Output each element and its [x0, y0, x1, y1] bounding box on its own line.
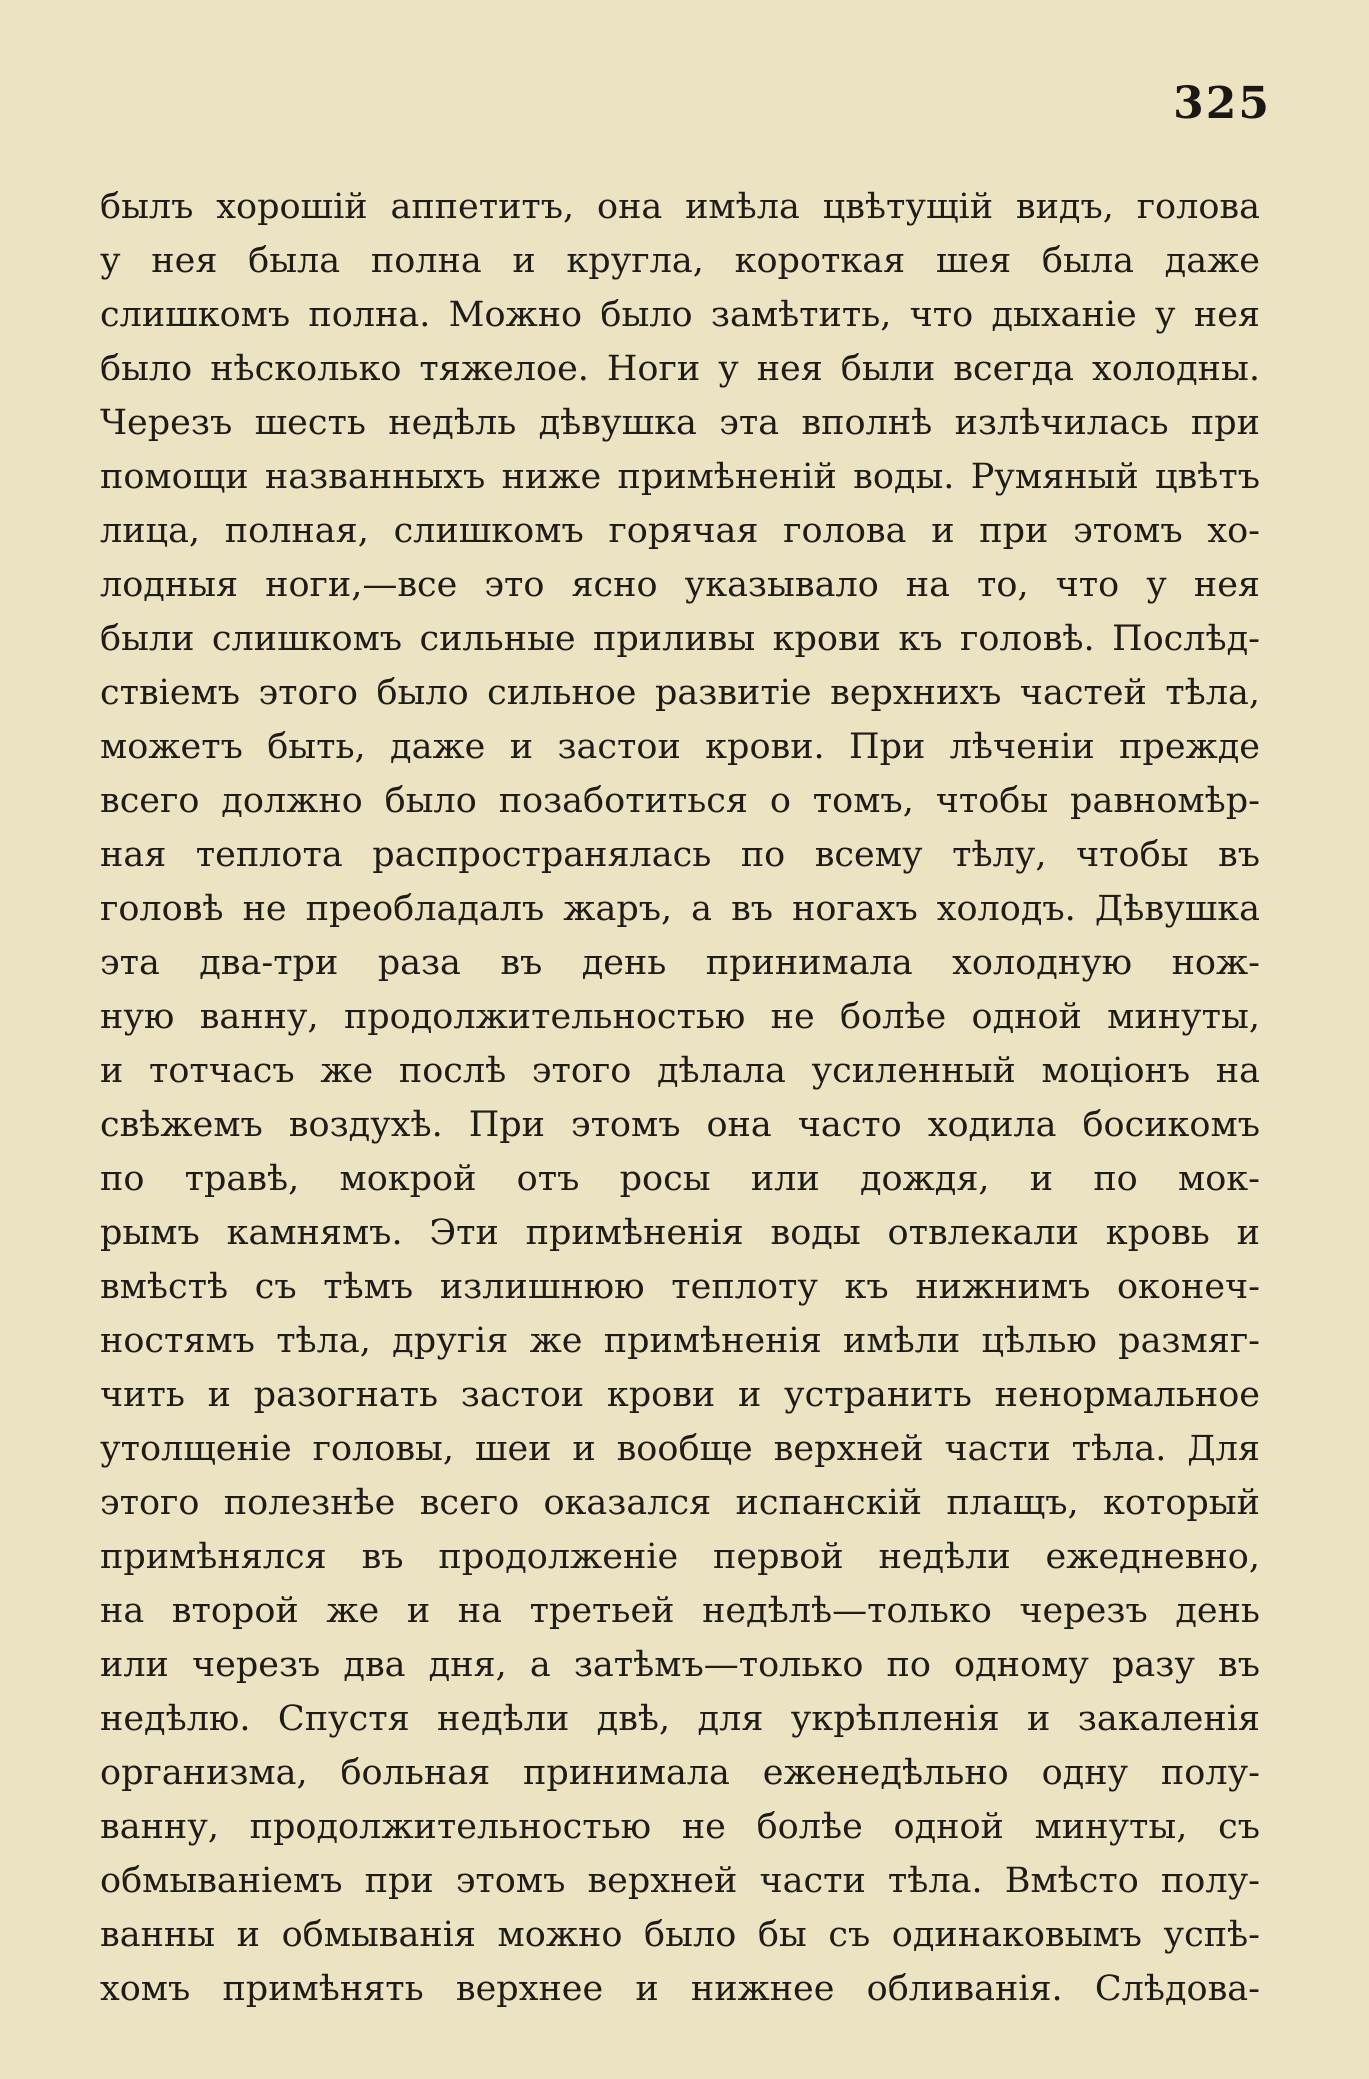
text-line: можетъ быть, даже и застои крови. При лѣченіи прежде	[100, 727, 1260, 767]
text-line: лодныя ноги,—все это ясно указывало на то, что у нея	[100, 565, 1260, 605]
text-line: по травѣ, мокрой отъ росы или дождя, и по мок-	[100, 1159, 1260, 1199]
text-line: ствіемъ этого было сильное развитіе верхнихъ частей тѣла,	[100, 673, 1260, 713]
text-line: ностямъ тѣла, другія же примѣненія имѣли цѣлью размяг-	[100, 1321, 1260, 1361]
text-line: или черезъ два дня, а затѣмъ—только по одному разу въ	[100, 1645, 1260, 1685]
text-line: ванну, продолжительностью не болѣе одной минуты, съ	[100, 1807, 1260, 1847]
text-line: эта два-три раза въ день принимала холодную нож-	[100, 943, 1260, 983]
text-line: слишкомъ полна. Можно было замѣтить, что дыханіе у нея	[100, 295, 1260, 335]
text-line: лица, полная, слишкомъ горячая голова и при этомъ хо-	[100, 511, 1260, 551]
body-text	[100, 180, 1260, 2016]
text-line: примѣнялся въ продолженіе первой недѣли ежедневно,	[100, 1537, 1260, 1577]
text-line: было нѣсколько тяжелое. Ноги у нея были всегда холодны.	[100, 349, 1260, 389]
text-line: головѣ не преобладалъ жаръ, а въ ногахъ холодъ. Дѣвушка	[100, 889, 1260, 929]
text-line: былъ хорошій аппетитъ, она имѣла цвѣтущій видъ, голова	[100, 187, 1260, 227]
text-line: ванны и обмыванія можно было бы съ одинаковымъ успѣ-	[100, 1915, 1260, 1955]
text-line: свѣжемъ воздухѣ. При этомъ она часто ходила босикомъ	[100, 1105, 1260, 1145]
page-number: 325	[1173, 78, 1271, 129]
text-line: на второй же и на третьей недѣлѣ—только черезъ день	[100, 1591, 1260, 1631]
text-line: чить и разогнать застои крови и устранить ненормальное	[100, 1375, 1260, 1415]
text-line: ную ванну, продолжительностью не болѣе одной минуты,	[100, 997, 1260, 1037]
text-line: утолщеніе головы, шеи и вообще верхней части тѣла. Для	[100, 1429, 1260, 1469]
text-line: вмѣстѣ съ тѣмъ излишнюю теплоту къ нижнимъ оконеч-	[100, 1267, 1260, 1307]
text-line: рымъ камнямъ. Эти примѣненія воды отвлекали кровь и	[100, 1213, 1260, 1253]
text-line: были слишкомъ сильные приливы крови къ головѣ. Послѣд-	[100, 619, 1260, 659]
text-line: помощи названныхъ ниже примѣненій воды. Румяный цвѣтъ	[100, 457, 1260, 497]
text-line: организма, больная принимала еженедѣльно одну полу-	[100, 1753, 1260, 1793]
text-line: хомъ примѣнять верхнее и нижнее обливанія. Слѣдова-	[100, 1969, 1260, 2009]
text-line: недѣлю. Спустя недѣли двѣ, для укрѣпленія и закаленія	[100, 1699, 1260, 1739]
text-line: обмываніемъ при этомъ верхней части тѣла. Вмѣсто полу-	[100, 1861, 1260, 1901]
text-line: этого полезнѣе всего оказался испанскій плащъ, который	[100, 1483, 1260, 1523]
text-line: всего должно было позаботиться о томъ, чтобы равномѣр-	[100, 781, 1260, 821]
text-line: Черезъ шесть недѣль дѣвушка эта вполнѣ излѣчилась при	[100, 403, 1260, 443]
text-line: и тотчасъ же послѣ этого дѣлала усиленный моціонъ на	[100, 1051, 1260, 1091]
text-line: ная теплота распространялась по всему тѣлу, чтобы въ	[100, 835, 1260, 875]
text-line: у нея была полна и кругла, короткая шея была даже	[100, 241, 1260, 281]
